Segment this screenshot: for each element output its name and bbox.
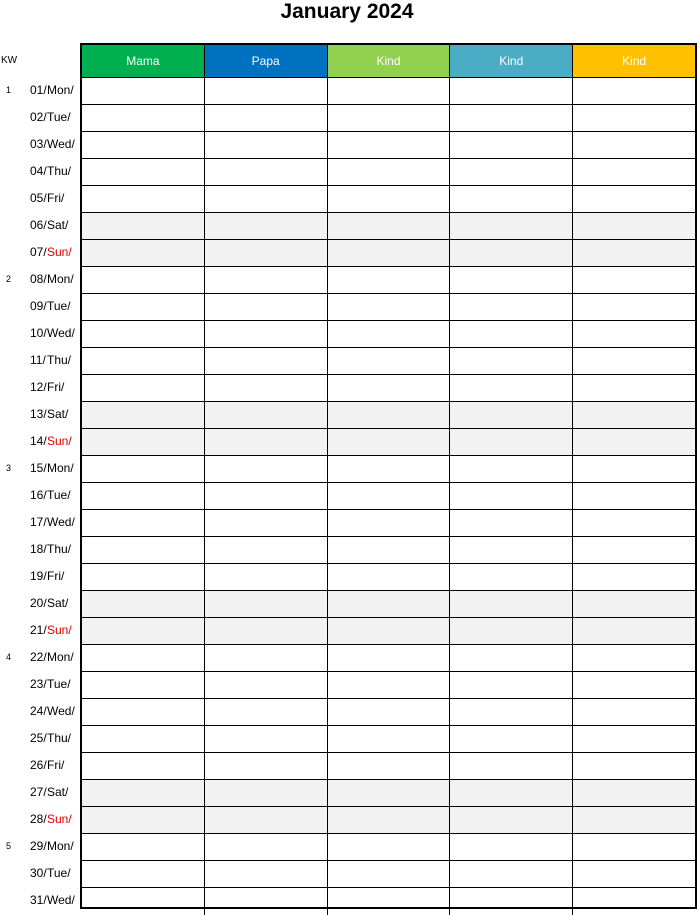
day-cell[interactable] <box>205 753 328 779</box>
day-cell[interactable] <box>205 159 328 185</box>
day-cell[interactable] <box>82 132 205 158</box>
day-labels <box>0 77 80 914</box>
day-name: Fri/ <box>47 191 65 205</box>
day-cell[interactable] <box>573 105 695 131</box>
day-cell[interactable] <box>450 510 573 536</box>
column-header-kind-1: Kind <box>328 45 451 77</box>
table-row <box>82 132 695 159</box>
day-cell[interactable] <box>573 267 695 293</box>
table-row <box>82 537 695 564</box>
day-cell[interactable] <box>82 159 205 185</box>
day-cell[interactable] <box>205 726 328 752</box>
day-label-row <box>0 239 80 266</box>
day-cell[interactable] <box>450 699 573 725</box>
day-cell[interactable] <box>328 429 451 455</box>
day-cell[interactable] <box>573 294 695 320</box>
day-number: 11/ <box>30 353 46 367</box>
day-cell[interactable] <box>328 618 451 644</box>
day-cell[interactable] <box>450 213 573 239</box>
day-cell[interactable] <box>450 375 573 401</box>
day-cell[interactable] <box>328 348 451 374</box>
day-cell[interactable] <box>205 861 328 887</box>
day-label-row <box>0 158 80 185</box>
day-label-row <box>0 779 80 806</box>
day-label-row <box>0 293 80 320</box>
day-cell[interactable] <box>328 780 451 806</box>
day-number: 26/ <box>30 758 47 772</box>
day-number: 17/ <box>30 515 47 529</box>
day-cell[interactable] <box>82 510 205 536</box>
day-cell[interactable] <box>82 807 205 833</box>
week-number: 5 <box>6 841 12 851</box>
week-number: 3 <box>6 463 12 473</box>
day-number: 13/ <box>30 407 47 421</box>
day-name: Wed/ <box>47 704 75 718</box>
day-label-row <box>0 185 80 212</box>
day-cell[interactable] <box>328 456 451 482</box>
day-name: Tue/ <box>47 110 71 124</box>
day-number: 24/ <box>30 704 47 718</box>
day-cell[interactable] <box>205 699 328 725</box>
day-name: Tue/ <box>47 866 71 880</box>
table-row <box>82 78 695 105</box>
day-cell[interactable] <box>328 240 451 266</box>
day-cell[interactable] <box>205 294 328 320</box>
day-cell[interactable] <box>450 294 573 320</box>
day-cell[interactable] <box>573 537 695 563</box>
day-number: 14/ <box>30 434 47 448</box>
day-number: 01/ <box>30 83 47 97</box>
day-cell[interactable] <box>573 834 695 860</box>
day-cell[interactable] <box>82 321 205 347</box>
day-cell[interactable] <box>450 834 573 860</box>
day-cell[interactable] <box>573 618 695 644</box>
week-number: 2 <box>6 274 12 284</box>
day-cell[interactable] <box>328 186 451 212</box>
day-number: 30/ <box>30 866 47 880</box>
day-cell[interactable] <box>450 861 573 887</box>
day-cell[interactable] <box>450 267 573 293</box>
day-cell[interactable] <box>205 645 328 671</box>
day-cell[interactable] <box>450 564 573 590</box>
day-cell[interactable] <box>573 456 695 482</box>
day-label-row <box>0 266 80 293</box>
day-number: 23/ <box>30 677 47 691</box>
day-name: Mon/ <box>47 272 74 286</box>
day-cell[interactable] <box>573 213 695 239</box>
day-cell[interactable] <box>82 294 205 320</box>
day-cell[interactable] <box>205 564 328 590</box>
day-cell[interactable] <box>573 780 695 806</box>
day-label-row <box>0 698 80 725</box>
day-cell[interactable] <box>450 483 573 509</box>
day-name: Thu/ <box>47 353 72 367</box>
day-number: 16/ <box>30 488 47 502</box>
day-cell[interactable] <box>573 483 695 509</box>
day-label-row <box>0 563 80 590</box>
day-cell[interactable] <box>205 105 328 131</box>
table-row <box>82 375 695 402</box>
day-name: Thu/ <box>47 164 72 178</box>
day-cell[interactable] <box>328 483 451 509</box>
day-name: Mon/ <box>47 650 74 664</box>
column-header-papa: Papa <box>205 45 328 77</box>
day-cell[interactable] <box>328 672 451 698</box>
day-cell[interactable] <box>450 618 573 644</box>
day-name: Mon/ <box>47 461 74 475</box>
day-name: Sat/ <box>47 785 69 799</box>
day-cell[interactable] <box>82 537 205 563</box>
day-label-row <box>0 833 80 860</box>
day-cell[interactable] <box>205 834 328 860</box>
day-cell[interactable] <box>573 429 695 455</box>
day-cell[interactable] <box>573 726 695 752</box>
day-number: 20/ <box>30 596 47 610</box>
day-cell[interactable] <box>328 753 451 779</box>
day-cell[interactable] <box>573 699 695 725</box>
day-number: 04/ <box>30 164 47 178</box>
day-name: Sun/ <box>47 812 72 826</box>
day-cell[interactable] <box>328 564 451 590</box>
day-cell[interactable] <box>573 159 695 185</box>
day-name: Sun/ <box>47 434 72 448</box>
page-title: January 2024 <box>280 0 414 23</box>
table-row <box>82 834 695 861</box>
day-number: 27/ <box>30 785 47 799</box>
column-header-kind-3: Kind <box>573 45 695 77</box>
table-row <box>82 267 695 294</box>
day-cell[interactable] <box>328 699 451 725</box>
day-label-row <box>0 455 80 482</box>
day-name: Wed/ <box>47 137 75 151</box>
day-cell[interactable] <box>450 186 573 212</box>
day-cell[interactable] <box>205 132 328 158</box>
day-name: Wed/ <box>47 326 75 340</box>
day-number: 12/ <box>30 380 47 394</box>
day-cell[interactable] <box>205 321 328 347</box>
day-name: Mon/ <box>47 839 74 853</box>
day-cell[interactable] <box>328 861 451 887</box>
day-cell[interactable] <box>205 780 328 806</box>
day-number: 25/ <box>30 731 47 745</box>
day-name: Fri/ <box>47 569 65 583</box>
day-cell[interactable] <box>450 537 573 563</box>
day-number: 15/ <box>30 461 47 475</box>
day-number: 19/ <box>30 569 47 583</box>
day-cell[interactable] <box>205 672 328 698</box>
table-row <box>82 807 695 834</box>
day-name: Thu/ <box>47 731 72 745</box>
day-cell[interactable] <box>82 402 205 428</box>
day-label-row <box>0 401 80 428</box>
day-cell[interactable] <box>82 834 205 860</box>
day-cell[interactable] <box>205 348 328 374</box>
day-cell[interactable] <box>82 456 205 482</box>
day-name: Thu/ <box>47 542 72 556</box>
table-row <box>82 456 695 483</box>
day-number: 18/ <box>30 542 47 556</box>
day-cell[interactable] <box>573 240 695 266</box>
day-cell[interactable] <box>450 105 573 131</box>
day-label-row <box>0 509 80 536</box>
day-label-row <box>0 725 80 752</box>
day-cell[interactable] <box>450 402 573 428</box>
table-row <box>82 348 695 375</box>
day-number: 10/ <box>30 326 47 340</box>
day-cell[interactable] <box>82 699 205 725</box>
day-number: 21/ <box>30 623 47 637</box>
table-row <box>82 483 695 510</box>
day-cell[interactable] <box>205 429 328 455</box>
day-label-row <box>0 887 80 914</box>
day-cell[interactable] <box>573 321 695 347</box>
day-cell[interactable] <box>205 537 328 563</box>
week-number: 1 <box>6 85 12 95</box>
table-row <box>82 213 695 240</box>
day-cell[interactable] <box>328 591 451 617</box>
table-row <box>82 402 695 429</box>
table-row <box>82 861 695 888</box>
day-label-row <box>0 671 80 698</box>
day-cell[interactable] <box>82 429 205 455</box>
table-row <box>82 294 695 321</box>
day-number: 03/ <box>30 137 47 151</box>
day-name: Wed/ <box>47 893 75 907</box>
day-cell[interactable] <box>82 186 205 212</box>
day-number: 29/ <box>30 839 47 853</box>
day-cell[interactable] <box>205 213 328 239</box>
day-name: Tue/ <box>47 299 71 313</box>
table-row <box>82 645 695 672</box>
day-label-row <box>0 536 80 563</box>
day-cell[interactable] <box>573 510 695 536</box>
day-cell[interactable] <box>573 645 695 671</box>
day-number: 08/ <box>30 272 47 286</box>
day-label-row <box>0 590 80 617</box>
day-label-row <box>0 131 80 158</box>
day-cell[interactable] <box>82 672 205 698</box>
table-row <box>82 618 695 645</box>
day-cell[interactable] <box>573 402 695 428</box>
day-name: Tue/ <box>47 677 71 691</box>
day-cell[interactable] <box>328 132 451 158</box>
day-cell[interactable] <box>573 375 695 401</box>
day-cell[interactable] <box>328 213 451 239</box>
day-cell[interactable] <box>328 375 451 401</box>
day-cell[interactable] <box>573 861 695 887</box>
kw-column-label: KW <box>1 55 18 66</box>
day-cell[interactable] <box>205 807 328 833</box>
day-number: 28/ <box>30 812 47 826</box>
day-cell[interactable] <box>205 591 328 617</box>
day-cell[interactable] <box>205 618 328 644</box>
day-cell[interactable] <box>82 240 205 266</box>
day-name: Sat/ <box>47 407 69 421</box>
day-cell[interactable] <box>82 780 205 806</box>
table-row <box>82 159 695 186</box>
day-number: 22/ <box>30 650 47 664</box>
day-cell[interactable] <box>205 78 328 104</box>
day-cell[interactable] <box>82 483 205 509</box>
day-number: 09/ <box>30 299 47 313</box>
day-cell[interactable] <box>328 105 451 131</box>
day-cell[interactable] <box>450 348 573 374</box>
day-label-row <box>0 482 80 509</box>
table-row <box>82 564 695 591</box>
day-cell[interactable] <box>450 78 573 104</box>
day-cell[interactable] <box>205 267 328 293</box>
day-cell[interactable] <box>328 78 451 104</box>
day-cell[interactable] <box>450 429 573 455</box>
table-row <box>82 672 695 699</box>
column-header-row <box>82 45 695 78</box>
day-cell[interactable] <box>450 672 573 698</box>
day-name: Wed/ <box>47 515 75 529</box>
day-label-row <box>0 644 80 671</box>
day-cell[interactable] <box>328 510 451 536</box>
day-number: 02/ <box>30 110 47 124</box>
day-cell[interactable] <box>450 753 573 779</box>
day-cell[interactable] <box>573 807 695 833</box>
day-cell[interactable] <box>205 402 328 428</box>
day-cell[interactable] <box>450 321 573 347</box>
day-cell[interactable] <box>573 78 695 104</box>
day-cell[interactable] <box>328 402 451 428</box>
day-number: 07/ <box>30 245 47 259</box>
day-cell[interactable] <box>450 159 573 185</box>
day-cell[interactable] <box>82 267 205 293</box>
column-header-mama: Mama <box>82 45 205 77</box>
table-row <box>82 240 695 267</box>
day-cell[interactable] <box>205 375 328 401</box>
column-header-kind-2: Kind <box>450 45 573 77</box>
day-label-row <box>0 212 80 239</box>
day-cell[interactable] <box>82 645 205 671</box>
day-label-row <box>0 617 80 644</box>
day-cell[interactable] <box>205 510 328 536</box>
day-cell[interactable] <box>573 132 695 158</box>
table-row <box>82 186 695 213</box>
day-label-row <box>0 104 80 131</box>
day-label-row <box>0 860 80 887</box>
day-name: Fri/ <box>47 758 65 772</box>
day-cell[interactable] <box>328 267 451 293</box>
day-rows <box>82 78 695 915</box>
day-name: Mon/ <box>47 83 74 97</box>
day-cell[interactable] <box>82 564 205 590</box>
day-cell[interactable] <box>82 753 205 779</box>
day-label-row <box>0 428 80 455</box>
day-cell[interactable] <box>450 591 573 617</box>
table-row <box>82 321 695 348</box>
day-cell[interactable] <box>82 78 205 104</box>
day-cell[interactable] <box>328 321 451 347</box>
day-cell[interactable] <box>450 132 573 158</box>
table-row <box>82 726 695 753</box>
day-number: 31/ <box>30 893 47 907</box>
day-number: 06/ <box>30 218 47 232</box>
day-cell[interactable] <box>205 483 328 509</box>
calendar-grid <box>80 43 697 909</box>
day-cell[interactable] <box>328 726 451 752</box>
table-row <box>82 591 695 618</box>
day-cell[interactable] <box>328 294 451 320</box>
table-row <box>82 699 695 726</box>
day-name: Sat/ <box>47 596 69 610</box>
day-name: Fri/ <box>47 380 65 394</box>
day-label-row <box>0 320 80 347</box>
day-label-row <box>0 806 80 833</box>
day-cell[interactable] <box>82 618 205 644</box>
day-cell[interactable] <box>328 645 451 671</box>
day-cell[interactable] <box>82 213 205 239</box>
day-cell[interactable] <box>82 591 205 617</box>
table-row <box>82 753 695 780</box>
day-cell[interactable] <box>328 537 451 563</box>
table-row <box>82 510 695 537</box>
day-cell[interactable] <box>573 753 695 779</box>
day-cell[interactable] <box>450 240 573 266</box>
day-label-row <box>0 752 80 779</box>
day-cell[interactable] <box>573 672 695 698</box>
day-cell[interactable] <box>82 861 205 887</box>
day-cell[interactable] <box>450 780 573 806</box>
day-cell[interactable] <box>450 645 573 671</box>
day-cell[interactable] <box>328 834 451 860</box>
day-cell[interactable] <box>82 375 205 401</box>
day-name: Tue/ <box>47 488 71 502</box>
day-name: Sun/ <box>47 245 72 259</box>
day-cell[interactable] <box>205 456 328 482</box>
table-row <box>82 105 695 132</box>
day-cell[interactable] <box>450 726 573 752</box>
day-label-row <box>0 77 80 104</box>
day-cell[interactable] <box>205 240 328 266</box>
day-cell[interactable] <box>82 726 205 752</box>
day-cell[interactable] <box>205 186 328 212</box>
day-name: Sun/ <box>47 623 72 637</box>
day-cell[interactable] <box>573 186 695 212</box>
day-number: 05/ <box>30 191 47 205</box>
day-cell[interactable] <box>328 159 451 185</box>
week-number: 4 <box>6 652 12 662</box>
day-name: Sat/ <box>47 218 69 232</box>
day-cell[interactable] <box>573 348 695 374</box>
day-label-row <box>0 374 80 401</box>
day-cell[interactable] <box>82 105 205 131</box>
table-row <box>82 780 695 807</box>
day-cell[interactable] <box>450 456 573 482</box>
day-cell[interactable] <box>328 807 451 833</box>
day-cell[interactable] <box>573 591 695 617</box>
table-row <box>82 429 695 456</box>
day-label-row <box>0 347 80 374</box>
day-cell[interactable] <box>82 348 205 374</box>
day-cell[interactable] <box>450 807 573 833</box>
day-cell[interactable] <box>573 564 695 590</box>
